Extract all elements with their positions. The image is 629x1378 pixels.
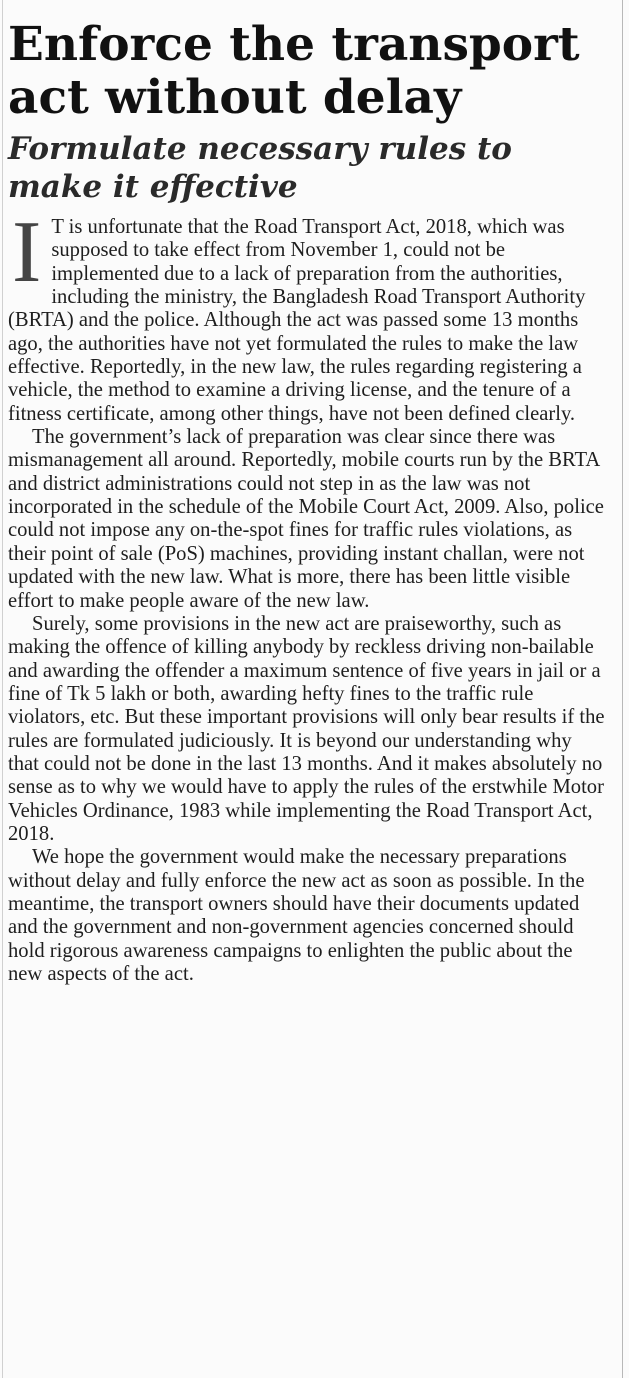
paragraph-1-text: T is unfortunate that the Road Transport Act, 2018, which was supposed to take effect from November 1, could not be implemented due to a lack of preparation from the authorities, including the ministry, the Bangladesh Road Transport Authority (BRTA) and the police. Although the act was passed some 13 months ago, the authorities have not yet formulated the rules to make the law effective. Reportedly, in the new law, the rules regarding registering a vehicle, the method to examine a driving license, and the tenure of a fitness certificate, among other things, have not been defined clearly. [8,216,586,425]
headline: Enforce the transport act without delay [8,17,580,125]
paragraph-2: The government’s lack of preparation was clear since there was mismanagement all around. Reportedly, mobile courts run by the BRTA and district administrations could not step in as the law was not incorporated in the schedule of the Mobile Court Act, 2009. Also, police could not impose any on-the-spot fines for traffic rules violations, as their point of sale (PoS) machines, providing instant challan, were not updated with the new law. What is more, there has been little visible effort to make people aware of the new law. [8,426,604,612]
article-body [8,204,607,986]
paragraph-4: We hope the government would make the necessary preparations without delay and fully enforce the new act as soon as possible. In the meantime, the transport owners should have their documents updated and the government and non-government agencies concerned should hold rigorous awareness campaigns to enlighten the public about the new aspects of the act. [8,846,585,985]
paragraph-3: Surely, some provisions in the new act are praiseworthy, such as making the offence of killing anybody by reckless driving non-bailable and awarding the offender a maximum sentence of five years in jail or a fine of Tk 5 lakh or both, awarding hefty fines to the traffic rule violators, etc. But these important provisions will only bear results if the rules are formulated judiciously. It is beyond our understanding why that could not be done in the last 13 months. And it makes absolutely no sense as to why we would have to apply the rules of the erstwhile Motor Vehicles Ordinance, 1983 while implementing the Road Transport Act, 2018. [8,612,605,845]
drop-cap: I [12,204,42,301]
left-column-rule [2,0,3,1378]
right-column-rule [622,0,623,1378]
subheadline: Formulate necessary rules to make it effective [8,131,512,205]
paragraph-1 [8,204,607,426]
